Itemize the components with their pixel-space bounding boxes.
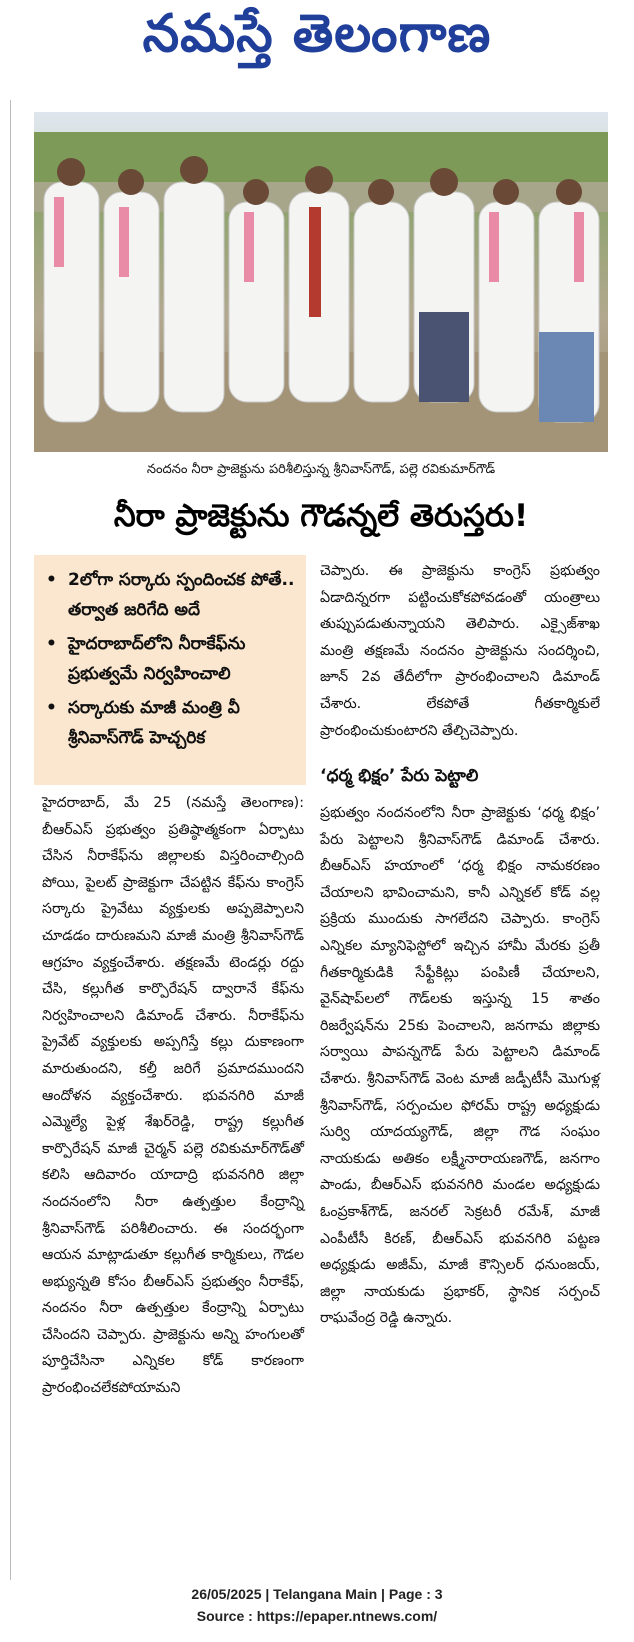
highlights-box (34, 555, 306, 785)
article-paragraph: హైదరాబాద్‌, మే 25 (నమస్తే తెలంగాణ): బీఆర్‌ఎస్‌ ప్రభుత్వం ప్రతిష్ఠాత్మకంగా ఏర్పాటు చేసిన నీరాకేఫ్‌ను జిల్లాలకు విస్తరించాల్సింది పోయి, పైలట్‌ ప్రాజెక్టుగా చేపట్టిన కేఫ్‌ను కాంగ్రెస్‌ సర్కారు ప్రైవేటు వ్యక్తులకు అప్పజెప్పాలని చూడడం దారుణమని మాజీ మంత్రి శ్రీనివాస్‌గౌడ్‌ ఆగ్రహం వ్యక్తంచేశారు. తక్షణమే టెండర్లు రద్దు చేసి, కల్లుగీత కార్పొరేషన్‌ ద్వారానే కేఫ్‌ను నిర్వహించాలని డిమాండ్‌ చేశారు. నీరాకేఫ్‌ను ప్రైవేట్‌ వ్యక్తులకు అప్పగిస్తే కల్లు దుకాణంగా మారుతుందని, కల్తీ జరిగే ప్రమాదముందని ఆందోళన వ్యక్తంచేశారు. భువనగిరి మాజీ ఎమ్మెల్యే పైళ్ల శేఖర్‌రెడ్డి, రాష్ట్ర కల్లుగీత కార్పొరేషన్‌ మాజీ చైర్మన్‌ పల్లె రవికుమార్‌గౌడ్‌తో కలిసి ఆదివారం యాదాద్రి భువనగిరి జిల్లా నందనంలోని నీరా ఉత్పత్తుల కేంద్రాన్ని శ్రీనివాస్‌గౌడ్‌ పరిశీలించారు. ఈ సందర్భంగా ఆయన మాట్లాడుతూ కల్లుగీత కార్మికులు, గౌడల అభ్యున్నతి కోసం బీఆర్‌ఎస్‌ ప్రభుత్వం నీరాకేఫ్‌, నందనం నీరా ఉత్పత్తుల కేంద్రాన్ని ఏర్పాటు చేసిందని చెప్పారు. ప్రాజెక్టును అన్ని హంగులతో పూర్తిచేసినా ఎన్నికల కోడ్‌ కారణంగా ప్రారంభించలేకపోయామని (42, 795, 304, 1397)
bullet-icon: • (46, 570, 57, 590)
article-headline: నీరా ప్రాజెక్టును గౌడన్నలే తెరుస్తరు! (113, 497, 529, 534)
bullet-icon: • (46, 634, 57, 654)
photo-illustration (34, 112, 608, 452)
photo-caption: నందనం నీరా ప్రాజెక్టును పరిశీలిస్తున్న శ్రీనివాస్‌గౌడ్‌, పల్లె రవికుమార్‌గౌడ్‌ (146, 462, 496, 477)
article-paragraph: చెప్పారు. ఈ ప్రాజెక్టును కాంగ్రెస్‌ ప్రభుత్వం ఏడాదిన్నరగా పట్టించుకోకపోవడంతో యంత్రాలు తుప్పుపడుతున్నాయని తెలిపారు. ఎక్సైజ్‌శాఖ మంత్రి తక్షణమే నందనం ప్రాజెక్టును సందర్శించి, జూన్‌ 2వ తేదీలోగా ప్రారంభించాలని డిమాండ్‌ చేశారు. లేకపోతే గీతకార్మికులే ప్రారంభించుకుంటారని తేల్చిచెప్పారు. (320, 563, 600, 739)
article-body-left (42, 790, 304, 1402)
bullet-icon: • (46, 698, 57, 718)
highlight-item: • హైదరాబాద్‌లోని నీరాకేఫ్‌ను ప్రభుత్వమే నిర్వహించాలి (46, 629, 296, 689)
article-body-right-top (320, 558, 600, 744)
footer-date-page: 26/05/2025 | Telangana Main | Page : 3 (191, 1586, 443, 1602)
article-paragraph: ప్రభుత్వం నందనంలోని నీరా ప్రాజెక్టుకు ‘ధర్మ భిక్షం’ పేరు పెట్టాలని శ్రీనివాస్‌గౌడ్‌ డిమాండ్‌ చేశారు. బీఆర్‌ఎస్‌ హయాంలో ‘ధర్మ భిక్షం నామకరణం చేయాలని భావించామని, కానీ ఎన్నికల్‌ కోడ్‌ వల్ల ప్రక్రియ ముందుకు సాగలేదని చెప్పారు. కాంగ్రెస్‌ ఎన్నికల మ్యానిఫెస్టోలో ఇచ్చిన హామీ మేరకు ప్రతీ గీతకార్మికుడికి సేఫ్టీకిట్లు పంపిణీ చేయాలని, వైన్‌షాప్‌లలో గౌడ్‌లకు ఇస్తున్న 15 శాతం రిజర్వేషన్‌ను 25కు పెంచాలని, జనగామ జిల్లాకు సర్వాయి పాపన్నగౌడ్‌ పేరు పెట్టాలని డిమాండ్‌ చేశారు. శ్రీనివాస్‌గౌడ్‌ వెంట మాజీ జడ్పీటీసీ మొగుళ్ల శ్రీనివాస్‌గౌడ్‌, సర్పంచుల ఫోరమ్‌ రాష్ట్ర అధ్యక్షుడు సుర్వి యాదయ్యగౌడ్‌, జిల్లా గౌడ సంఘం నాయకుడు అతికం లక్ష్మీనారాయణగౌడ్‌, జనగాం పాండు, బీఆర్‌ఎస్‌ భువనగిరి మండల అధ్యక్షుడు ఓంప్రకాశ్‌గౌడ్‌, జనరల్‌ సెక్రటరీ రమేశ్‌, మాజీ ఎంపీటీసీ కిరణ్‌, బీఆర్‌ఎస్‌ భువనగిరి పట్టణ అధ్యక్షుడు అజీమ్‌, మాజీ కౌన్సిలర్‌ ధనుంజయ్‌, జిల్లా నాయకుడు ప్రభాకర్‌, స్థానిక సర్పంచ్‌ రాఘవేంద్ర రెడ్డి ఉన్నారు. (320, 805, 600, 1327)
masthead (0, 0, 634, 80)
article-subheading: ‘ధర్మ భిక్షం’ పేరు పెట్టాలి (320, 766, 479, 786)
column-divider (10, 100, 11, 1580)
footer-source: Source : https://epaper.ntnews.com/ (196, 1608, 438, 1624)
highlight-item: • సర్కారుకు మాజీ మంత్రి వీ శ్రీనివాస్‌గౌడ్‌ హెచ్చరిక (46, 693, 296, 753)
article-body-right-bottom (320, 800, 600, 1332)
news-photo (34, 112, 608, 452)
highlight-item: • 2లోగా సర్కారు స్పందించక పోతే.. తర్వాత జరిగేది అదే (46, 565, 296, 625)
newspaper-logo: నమస్తే తెలంగాణ (142, 3, 492, 64)
